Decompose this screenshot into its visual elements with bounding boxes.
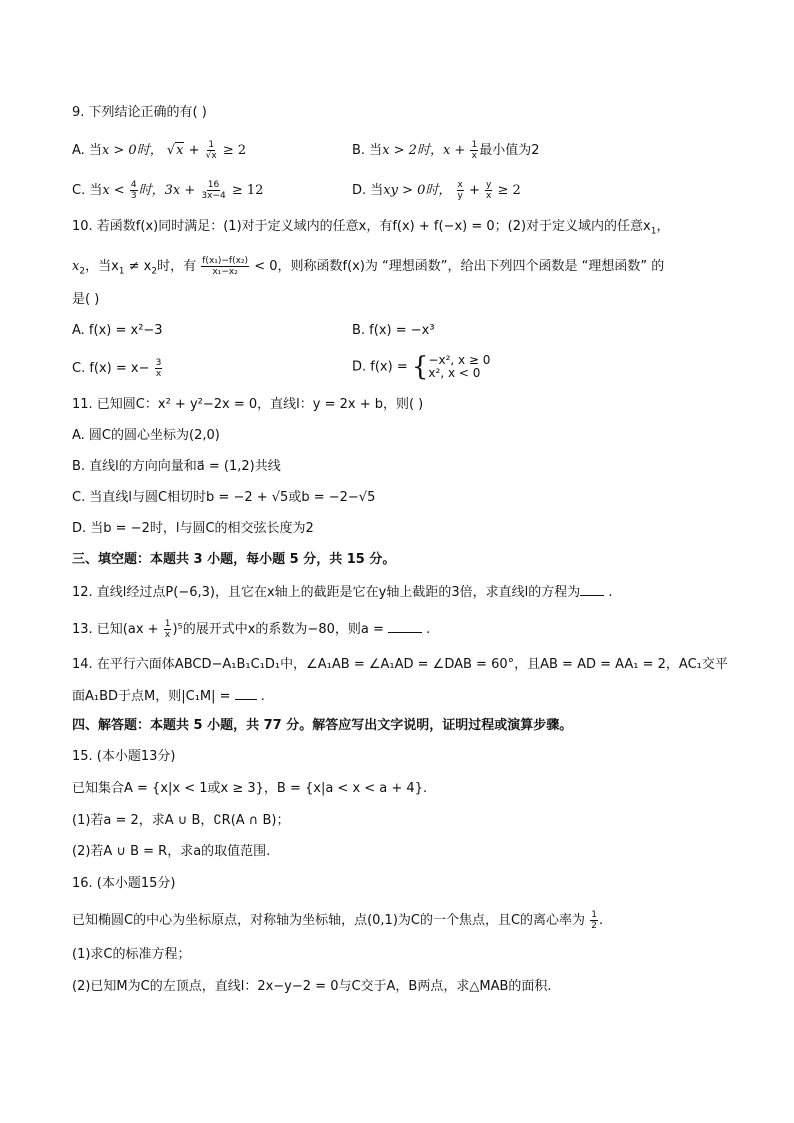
q9-option-d: D. 当xy > 0时， $\frac{x}{y}$ + $\frac{y}{x}$ ≥ 2 bbox=[352, 180, 521, 201]
q15-heading: 15. (本小题13分) bbox=[72, 749, 176, 764]
fraction: $\frac{3}{x}$ bbox=[155, 358, 162, 379]
q10-option-c: C. f(x) = x− $\frac{3}{x}$ bbox=[72, 358, 162, 379]
q12: 12. 直线l经过点P(−6,3)，且它在x轴上的截距是它在y轴上截距的3倍，求直线l的方程为 . bbox=[72, 585, 613, 600]
q14-line1: 14. 在平行六面体ABCD−A₁B₁C₁D₁中，∠A₁AB = ∠A₁AD = ∠DAB = 60°，且AB = AD = AA₁ = 2，AC₁交平 bbox=[72, 657, 728, 672]
q11-option-a: A. 圆C的圆心坐标为(2,0) bbox=[72, 428, 220, 443]
q11-stem: 11. 已知圆C：x² + y²−2x = 0，直线l：y = 2x + b，则( ) bbox=[72, 397, 424, 412]
piecewise-brace: { −x², x ≥ 0 x², x < 0 bbox=[411, 352, 491, 382]
q9-option-a: A. 当x > 0时， √x + $\frac{1}{√x}$ ≥ 2 bbox=[72, 140, 247, 161]
fraction: $\frac{16}{3x-4}$ bbox=[201, 180, 226, 201]
q11-option-d: D. 当b = −2时，l与圆C的相交弦长度为2 bbox=[72, 521, 314, 536]
q9-option-c: C. 当x < $\frac{4}{3}$ 时，3x + $\frac{16}{3x-4}$ ≥ 12 bbox=[72, 180, 264, 201]
fraction: $\frac{4}{3}$ bbox=[130, 180, 137, 201]
fraction: $\frac{x}{y}$ bbox=[457, 180, 463, 201]
fraction: $\frac{\text{f(x₁)−f(x₂)}}{\text{x₁−x₂}}$ bbox=[202, 256, 249, 277]
q10-line3: 是( ) bbox=[72, 292, 100, 307]
fraction: $\frac{y}{x}$ bbox=[486, 180, 492, 201]
q16-line1: 已知椭圆C的中心为坐标原点，对称轴为坐标轴，点(0,1)为C的一个焦点，且C的离心率为 $\frac{1}{2}$ . bbox=[72, 910, 604, 931]
q14-line2: 面A₁BD于点M，则|C₁M| = . bbox=[72, 689, 265, 704]
section-three-heading: 三、填空题：本题共 3 小题，每小题 5 分，共 15 分。 bbox=[72, 552, 396, 567]
fraction: $\frac{1}{x}$ bbox=[164, 619, 171, 640]
fraction: $\frac{1}{2}$ bbox=[591, 910, 597, 931]
q10-line2: $x_2$，当$x_1 \ne x_2$时，有 $\frac{\text{f(x₁)−f(x₂)}}{\text{x₁−x₂}}$ < 0，则称函数f(x)为 “理想函数”，给出下列四个函数是 “理想函数” 的 bbox=[72, 256, 665, 277]
q10-line1: 10. 若函数f(x)同时满足：(1)对于定义域内的任意x，有f(x) + f(−x) = 0；(2)对于定义域内的任意$x_1$， bbox=[72, 219, 670, 237]
q16-heading: 16. (本小题15分) bbox=[72, 876, 176, 891]
q16-line2: (1)求C的标准方程； bbox=[72, 947, 191, 962]
q16-line3: (2)已知M为C的左顶点，直线l：2x−y−2 = 0与C交于A，B两点，求△MAB的面积. bbox=[72, 979, 552, 994]
q9-stem: 9. 下列结论正确的有( ) bbox=[72, 105, 207, 120]
q15-line1: 已知集合A = {x|x < 1或x ≥ 3}，B = {x|a < x < a + 4}. bbox=[72, 781, 428, 796]
q9-option-b: B. 当x > 2时，x + $\frac{1}{x}$ 最小值为2 bbox=[352, 140, 540, 161]
q15-line2: (1)若a = 2，求A ∪ B，∁R(A ∩ B)； bbox=[72, 813, 290, 828]
section-four-heading: 四、解答题：本题共 5 小题，共 77 分。解答应写出文字说明，证明过程或演算步骤。 bbox=[72, 718, 573, 733]
q10-option-b: B. f(x) = −x³ bbox=[352, 323, 435, 338]
q10-option-d: D. f(x) = { −x², x ≥ 0 x², x < 0 bbox=[352, 352, 491, 382]
fraction: $\frac{1}{√x}$ bbox=[205, 140, 217, 161]
q11-option-b: B. 直线l的方向向量和a⃗ = (1,2)共线 bbox=[72, 459, 281, 474]
q10-option-a: A. f(x) = x²−3 bbox=[72, 323, 163, 338]
q13: 13. 已知(ax + $\frac{1}{x}$ )⁵的展开式中x的系数为−80，则a = . bbox=[72, 619, 431, 640]
fraction: $\frac{1}{x}$ bbox=[471, 140, 478, 161]
q11-option-c: C. 当直线l与圆C相切时b = −2 + √5或b = −2−√5 bbox=[72, 490, 376, 505]
q15-line3: (2)若A ∪ B = R，求a的取值范围. bbox=[72, 844, 271, 859]
